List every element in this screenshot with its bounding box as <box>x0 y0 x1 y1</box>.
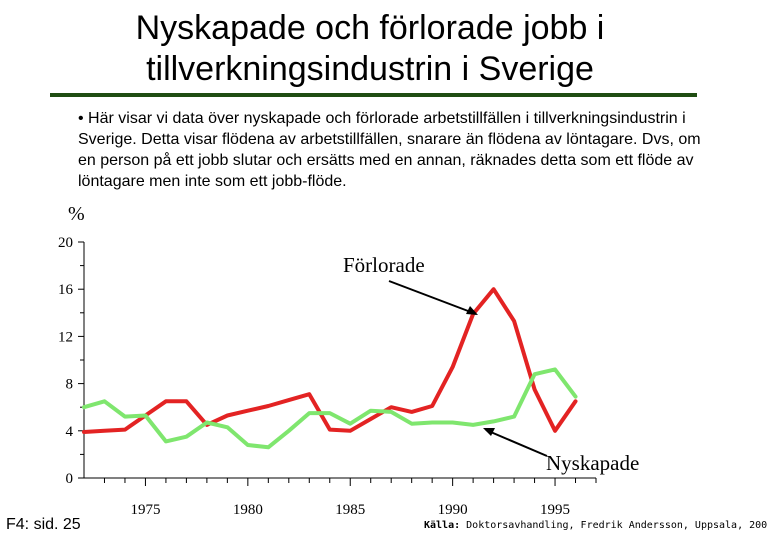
x-tick-label: 1975 <box>130 502 161 518</box>
source-label: Källa: <box>424 520 461 531</box>
x-tick-label: 1980 <box>232 502 263 518</box>
y-tick-label: 0 <box>65 471 73 487</box>
y-tick-labels <box>58 235 74 487</box>
source-text: Doktorsavhandling, Fredrik Andersson, Uppsala, 200 <box>466 520 767 531</box>
x-tick-labels <box>130 502 570 518</box>
source-note <box>424 520 767 531</box>
y-tick-label: 4 <box>65 423 73 440</box>
x-tick-label: 1990 <box>437 502 468 518</box>
slide-number: F4: sid. 25 <box>6 516 81 533</box>
nyskapade-arrow <box>486 430 547 456</box>
slide-title-line1: Nyskapade och förlorade jobb i <box>135 9 605 47</box>
y-tick-label: 16 <box>58 282 73 299</box>
y-tick-label: 12 <box>58 329 73 346</box>
slide-title-line2: tillverkningsindustrin i Sverige <box>146 50 594 88</box>
forlorade-series-line <box>84 289 576 432</box>
bullet-text: • Här visar vi data över nyskapade och förlorade arbetstillfällen i tillverkningsindustrin i Sverige. Detta visar flödena av arbetstillfällen, snarare än flödena av löntagare. Dvs, om en person på ett jobb slutar och ersätts med en annan, räknades detta som ett flöde av löntagare men inte som ett jobb-flöde. <box>78 110 701 190</box>
x-tick-label: 1995 <box>540 502 571 518</box>
x-tick-label: 1985 <box>335 502 366 518</box>
chart-axes <box>78 242 596 486</box>
forlorade-label: Förlorade <box>343 253 425 277</box>
annotations <box>343 253 639 475</box>
y-axis-label: % <box>68 203 85 225</box>
y-tick-label: 8 <box>65 376 73 393</box>
y-tick-label: 20 <box>58 235 73 251</box>
forlorade-arrow <box>389 281 476 314</box>
nyskapade-label: Nyskapade <box>546 451 640 475</box>
series-lines <box>84 289 576 447</box>
